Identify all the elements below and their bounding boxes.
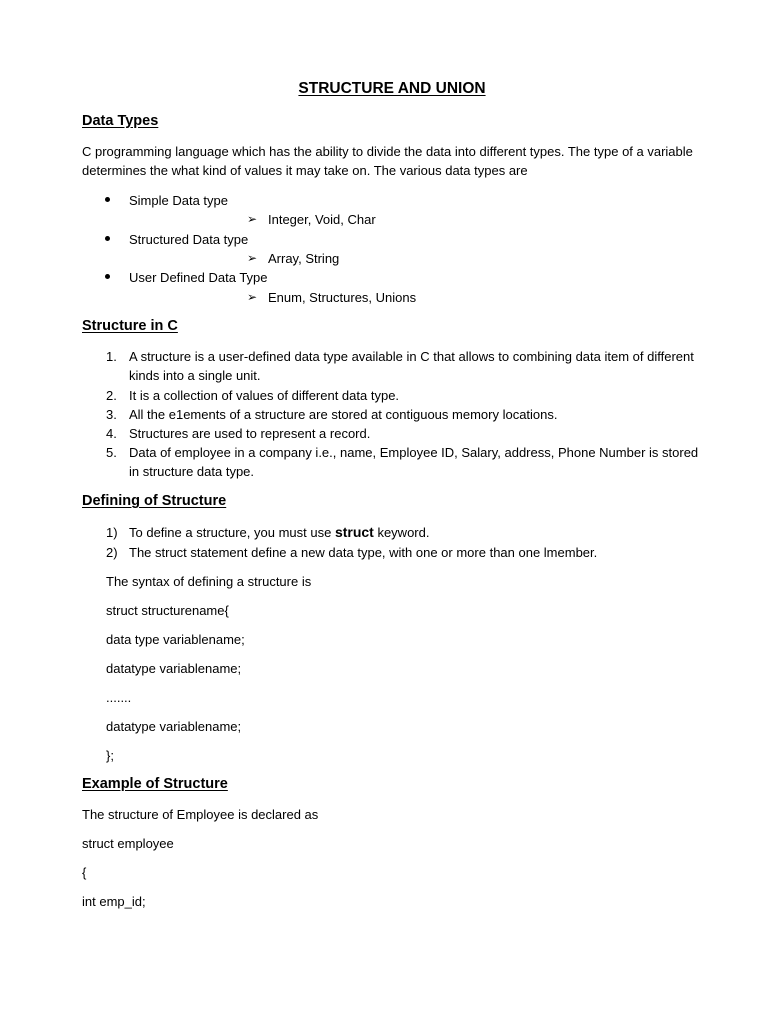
- code-line: {: [82, 865, 87, 880]
- keyword-struct: struct: [334, 524, 374, 540]
- list-number: 4.: [106, 426, 117, 441]
- bullet-icon: [105, 236, 110, 241]
- list-item: Structures are used to represent a record.: [129, 426, 371, 441]
- list-item: A structure is a user-defined data type available in C that allows to combining data item of different kinds into a single unit.: [129, 349, 694, 383]
- list-item: All the e1ements of a structure are stored at contiguous memory locations.: [129, 407, 558, 422]
- code-line: datatype variablename;: [106, 719, 242, 734]
- list-item: It is a collection of values of different data type.: [129, 388, 400, 403]
- list-number: 5.: [106, 445, 117, 460]
- list-subitem: Integer, Void, Char: [268, 212, 376, 227]
- list-item-label: Simple Data type: [129, 193, 228, 208]
- list-subitem: Array, String: [268, 251, 340, 266]
- arrow-bullet-icon: ➢: [247, 212, 258, 226]
- code-line: .......: [106, 690, 132, 705]
- code-line: int emp_id;: [82, 894, 146, 909]
- data-types-intro: C programming language which has the ability to divide the data into different types. The type of a variable determines the what kind of values it may take on. The various data types are: [82, 144, 693, 178]
- list-item-label: User Defined Data Type: [129, 270, 268, 285]
- bullet-icon: [105, 274, 110, 279]
- code-line: data type variablename;: [106, 632, 245, 647]
- list-number: 1.: [106, 349, 117, 364]
- code-line: struct structurename{: [106, 603, 229, 618]
- section-heading-data-types: Data Types: [82, 113, 159, 129]
- list-subitem: Enum, Structures, Unions: [268, 290, 417, 305]
- list-item: Data of employee in a company i.e., name, Employee ID, Salary, address, Phone Number is stored in structure data type.: [129, 445, 699, 479]
- list-number: 2): [106, 545, 118, 560]
- arrow-bullet-icon: ➢: [247, 290, 258, 304]
- list-number: 3.: [106, 407, 117, 422]
- code-line: datatype variablename;: [106, 661, 242, 676]
- section-heading-defining-structure: Defining of Structure: [82, 493, 227, 509]
- example-intro: The structure of Employee is declared as: [82, 807, 319, 822]
- code-line: struct employee: [82, 836, 174, 851]
- list-item-label: Structured Data type: [129, 232, 249, 247]
- syntax-intro: The syntax of defining a structure is: [106, 574, 312, 589]
- arrow-bullet-icon: ➢: [247, 251, 258, 265]
- bullet-icon: [105, 197, 110, 202]
- list-item: The struct statement define a new data type, with one or more than one lmember.: [129, 545, 598, 560]
- list-number: 1): [106, 525, 118, 540]
- list-number: 2.: [106, 388, 117, 403]
- list-item: To define a structure, you must use struct keyword.: [129, 524, 430, 540]
- section-heading-structure-in-c: Structure in C: [82, 318, 178, 334]
- page-title: STRUCTURE AND UNION: [298, 80, 486, 97]
- section-heading-example-structure: Example of Structure: [82, 776, 228, 792]
- code-line: };: [106, 748, 114, 763]
